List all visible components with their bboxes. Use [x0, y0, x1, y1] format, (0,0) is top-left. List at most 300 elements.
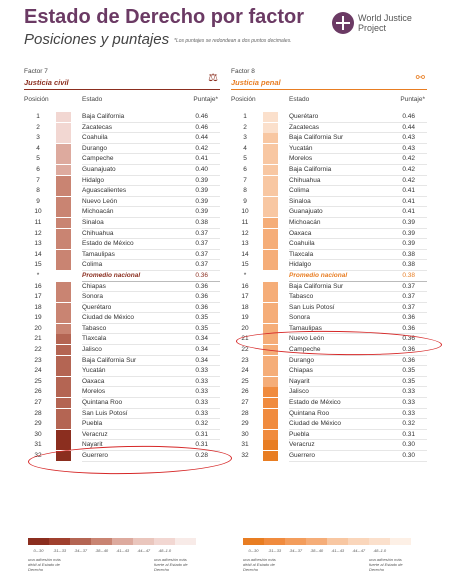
rank-position: 4	[243, 144, 247, 152]
state-name: Tabasco	[289, 293, 314, 301]
score-value: 0.34	[195, 335, 208, 343]
score-value: 0.46	[195, 113, 208, 120]
factor-name: Justicia penal	[231, 78, 281, 87]
state-name: Aguascalientes	[82, 187, 127, 195]
ranking-list	[24, 112, 220, 462]
legend-swatch	[91, 538, 112, 545]
table-row	[231, 451, 427, 462]
state-name: Quintana Roo	[82, 399, 123, 407]
score-value: 0.43	[402, 134, 415, 142]
legend-swatch	[264, 538, 285, 545]
state-name: Nuevo León	[82, 197, 118, 205]
score-swatch	[263, 144, 278, 154]
rank-position: 6	[243, 165, 247, 173]
score-value: 0.38	[195, 218, 208, 226]
score-value: 0.37	[195, 229, 208, 237]
score-swatch	[56, 356, 71, 366]
rank-position: 18	[34, 303, 42, 311]
state-name: Estado de México	[82, 240, 134, 248]
state-name: Michoacán	[289, 218, 321, 226]
score-value: 0.37	[195, 240, 208, 248]
score-value: 0.30	[402, 441, 415, 449]
rank-position: 2	[36, 123, 40, 131]
table-row	[231, 154, 427, 165]
table-row	[231, 377, 427, 388]
state-name: Ciudad de México	[289, 420, 342, 428]
table-row	[24, 324, 220, 335]
rank-position: 15	[34, 261, 42, 269]
table-row	[231, 207, 427, 218]
state-name: Estado de México	[289, 399, 341, 407]
score-value: 0.37	[402, 293, 415, 301]
state-name: Chiapas	[289, 367, 313, 375]
score-swatch	[56, 334, 71, 344]
score-swatch	[263, 165, 278, 175]
table-row	[231, 430, 427, 441]
score-swatch	[56, 271, 71, 281]
score-value: 0.37	[402, 282, 415, 290]
score-swatch	[56, 207, 71, 217]
rank-position: 7	[243, 176, 247, 184]
score-swatch	[56, 409, 71, 419]
state-name: Hidalgo	[289, 261, 312, 269]
table-row	[231, 165, 427, 176]
score-swatch	[56, 366, 71, 376]
rank-position: 10	[241, 208, 249, 216]
table-row	[231, 303, 427, 314]
score-value: 0.39	[402, 229, 415, 237]
table-row	[24, 154, 220, 165]
score-value: 0.44	[402, 123, 415, 131]
score-swatch	[56, 112, 71, 122]
row-divider	[289, 461, 427, 462]
table-row	[24, 292, 220, 303]
legend-swatch	[175, 538, 196, 545]
state-name: Michoacán	[82, 208, 114, 216]
rank-position: 22	[34, 346, 42, 354]
rank-position: 25	[241, 377, 249, 385]
legend-tick-label: .48–1.0	[372, 548, 387, 553]
table-row	[231, 282, 427, 293]
score-value: 0.37	[402, 303, 415, 311]
score-swatch	[263, 207, 278, 217]
score-value: 0.36	[402, 356, 415, 364]
table-row	[24, 250, 220, 261]
score-value: 0.42	[402, 176, 415, 184]
legend-tick-label: 0–.30	[248, 548, 259, 553]
score-value: 0.28	[195, 452, 208, 459]
table-row	[24, 430, 220, 441]
score-value: 0.35	[195, 314, 208, 322]
score-swatch	[263, 186, 278, 196]
table-row	[24, 366, 220, 377]
rank-position: 21	[34, 335, 42, 343]
score-swatch	[263, 260, 278, 270]
state-name: Campeche	[82, 155, 114, 163]
score-value: 0.46	[195, 123, 208, 131]
score-swatch	[263, 303, 278, 313]
state-name: Baja California Sur	[82, 356, 137, 364]
score-value: 0.36	[195, 293, 208, 301]
score-value: 0.36	[195, 282, 208, 290]
score-value: 0.36	[402, 324, 415, 332]
score-swatch	[263, 440, 278, 450]
table-row	[231, 218, 427, 229]
table-row	[24, 345, 220, 356]
rank-position: 25	[34, 377, 42, 385]
legend-swatch	[390, 538, 411, 545]
table-row	[231, 366, 427, 377]
table-row	[24, 144, 220, 155]
rank-position: 29	[34, 420, 42, 428]
table-row	[231, 186, 427, 197]
state-name: Sonora	[289, 314, 310, 322]
state-name: Morelos	[82, 388, 106, 396]
rank-position: 9	[243, 197, 247, 205]
state-name: Promedio nacional	[82, 271, 141, 279]
rank-position: 26	[241, 388, 249, 396]
score-value: 0.38	[402, 261, 415, 269]
table-row	[24, 260, 220, 271]
legend-tick-label: .38–.40	[309, 548, 324, 553]
score-value: 0.35	[402, 377, 415, 385]
score-value: 0.31	[195, 430, 208, 438]
legend-tick-label: .44–.47	[351, 548, 366, 553]
score-swatch	[56, 387, 71, 397]
rank-position: *	[243, 271, 247, 279]
legend-tick-label: .41–.43	[330, 548, 345, 553]
state-name: Baja California Sur	[289, 282, 344, 290]
score-value: 0.39	[195, 187, 208, 195]
table-row	[24, 282, 220, 293]
score-value: 0.39	[402, 218, 415, 226]
rank-position: 20	[34, 324, 42, 332]
state-name: Coahuila	[82, 134, 108, 142]
score-swatch	[56, 377, 71, 387]
score-swatch	[56, 345, 71, 355]
rank-position: 13	[34, 240, 42, 248]
score-swatch	[56, 197, 71, 207]
rank-position: 23	[241, 356, 249, 364]
national-average-row	[231, 271, 427, 282]
score-value: 0.32	[402, 420, 415, 428]
rank-position: 28	[34, 409, 42, 417]
score-value: 0.33	[195, 388, 208, 396]
table-row	[231, 313, 427, 324]
score-value: 0.36	[402, 314, 415, 322]
score-swatch	[263, 271, 278, 281]
state-name: Tamaulipas	[82, 250, 115, 258]
legend-swatch	[154, 538, 175, 545]
wjp-logo	[332, 10, 442, 38]
state-name: Tabasco	[82, 324, 107, 332]
score-swatch	[56, 419, 71, 429]
table-row	[231, 176, 427, 187]
rounding-note: *Los puntajes se redondean a dos puntos decimales.	[174, 38, 292, 44]
score-value: 0.41	[402, 187, 415, 195]
score-value: 0.43	[402, 144, 415, 152]
state-name: Tlaxcala	[82, 335, 107, 343]
legend-swatch	[70, 538, 91, 545]
column-header-position: Posición	[24, 96, 49, 103]
state-name: Baja California Sur	[289, 134, 344, 142]
column-header-state: Estado	[82, 96, 103, 103]
score-value: 0.33	[402, 399, 415, 407]
factor-divider	[24, 89, 220, 90]
score-swatch	[56, 282, 71, 292]
state-name: Baja California	[289, 165, 332, 173]
state-name: Jalisco	[82, 346, 102, 354]
panel-justicia-penal	[231, 68, 427, 528]
legend-tick-label: .44–.47	[136, 548, 151, 553]
column-header-state: Estado	[289, 96, 310, 103]
score-value: 0.33	[195, 377, 208, 385]
rank-position: 1	[36, 113, 40, 120]
table-row	[231, 250, 427, 261]
score-swatch	[263, 409, 278, 419]
rank-position: 18	[241, 303, 249, 311]
state-name: Zacatecas	[82, 123, 112, 131]
score-swatch	[56, 398, 71, 408]
score-swatch	[263, 430, 278, 440]
state-name: Chiapas	[82, 282, 106, 290]
table-row	[231, 440, 427, 451]
score-value: 0.39	[195, 176, 208, 184]
rank-position: 17	[241, 293, 249, 301]
rank-position: 14	[34, 250, 42, 258]
table-row	[24, 409, 220, 420]
rank-position: 24	[34, 367, 42, 375]
table-row	[24, 112, 220, 123]
score-swatch	[56, 229, 71, 239]
score-swatch	[56, 250, 71, 260]
score-swatch	[263, 239, 278, 249]
table-row	[231, 229, 427, 240]
column-header-position: Posición	[231, 96, 256, 103]
score-swatch	[263, 366, 278, 376]
rank-position: 3	[36, 134, 40, 142]
rank-position: 16	[241, 282, 249, 290]
table-row	[24, 229, 220, 240]
score-swatch	[263, 250, 278, 260]
rank-position: 28	[241, 409, 249, 417]
score-value: 0.42	[402, 165, 415, 173]
rank-position: 3	[243, 134, 247, 142]
score-value: 0.38	[402, 271, 415, 279]
score-swatch	[56, 218, 71, 228]
score-swatch	[56, 186, 71, 196]
legend-swatch	[28, 538, 49, 545]
score-value: 0.42	[195, 144, 208, 152]
legend-swatch	[369, 538, 390, 545]
table-row	[231, 133, 427, 144]
rank-position: 2	[243, 123, 247, 131]
rank-position: 24	[241, 367, 249, 375]
score-value: 0.34	[195, 346, 208, 354]
score-value: 0.36	[195, 303, 208, 311]
score-swatch	[56, 133, 71, 143]
score-value: 0.37	[195, 250, 208, 258]
state-name: Veracruz	[289, 441, 315, 449]
rank-position: 8	[243, 187, 247, 195]
legend-tick-label: .41–.43	[115, 548, 130, 553]
state-name: Yucatán	[82, 367, 106, 375]
rank-position: 20	[241, 324, 249, 332]
score-swatch	[56, 292, 71, 302]
table-row	[231, 398, 427, 409]
score-value: 0.39	[402, 240, 415, 248]
score-value: 0.42	[402, 155, 415, 163]
rank-position: 19	[241, 314, 249, 322]
state-name: Jalisco	[289, 388, 309, 396]
score-value: 0.36	[195, 271, 208, 279]
state-name: Hidalgo	[82, 176, 105, 184]
score-value: 0.33	[402, 409, 415, 417]
globe-icon	[332, 12, 354, 34]
state-name: Veracruz	[82, 430, 108, 438]
legend-caption-low: una adhesión más débil al Estado de Derecho	[243, 557, 276, 572]
state-name: Zacatecas	[289, 123, 319, 131]
rank-position: 10	[34, 208, 42, 216]
factor-divider	[231, 89, 427, 90]
table-row	[231, 387, 427, 398]
score-value: 0.44	[195, 134, 208, 142]
table-row	[24, 186, 220, 197]
table-row	[24, 387, 220, 398]
score-swatch	[56, 123, 71, 133]
ranking-list	[231, 112, 427, 462]
rank-position: 1	[243, 113, 247, 120]
state-name: Yucatán	[289, 144, 313, 152]
score-swatch	[56, 303, 71, 313]
score-swatch	[56, 165, 71, 175]
table-row	[24, 218, 220, 229]
score-swatch	[263, 292, 278, 302]
score-swatch	[56, 260, 71, 270]
rank-position: 15	[241, 261, 249, 269]
score-value: 0.41	[195, 155, 208, 163]
table-row	[24, 197, 220, 208]
score-value: 0.40	[195, 165, 208, 173]
rank-position: 11	[34, 218, 42, 226]
score-swatch	[263, 451, 278, 461]
rank-position: 19	[34, 314, 42, 322]
rank-position: 4	[36, 144, 40, 152]
table-row	[24, 356, 220, 367]
score-value: 0.34	[195, 356, 208, 364]
factor-number: Factor 8	[231, 68, 255, 75]
state-name: Sinaloa	[82, 218, 104, 226]
legend-swatch	[306, 538, 327, 545]
score-swatch	[263, 112, 278, 122]
state-name: Chihuahua	[82, 229, 114, 237]
state-name: Guanajuato	[82, 165, 116, 173]
rank-position: 8	[36, 187, 40, 195]
score-value: 0.33	[195, 367, 208, 375]
table-row	[231, 123, 427, 134]
rank-position: 16	[34, 282, 42, 290]
table-row	[24, 313, 220, 324]
rank-position: 14	[241, 250, 249, 258]
rank-position: 11	[241, 218, 249, 226]
state-name: Querétaro	[82, 303, 112, 311]
score-value: 0.39	[195, 197, 208, 205]
rank-position: 27	[241, 399, 249, 407]
table-row	[24, 133, 220, 144]
rank-position: 6	[36, 165, 40, 173]
logo-text-line1: World Justice	[358, 13, 412, 23]
score-swatch	[263, 197, 278, 207]
rank-position: 32	[34, 452, 42, 459]
state-name: Ciudad de México	[82, 314, 135, 322]
legend-swatch	[285, 538, 306, 545]
rank-position: 26	[34, 388, 42, 396]
handcuffs-icon: ⚯	[415, 72, 425, 84]
rank-position: 5	[36, 155, 40, 163]
table-row	[24, 239, 220, 250]
table-row	[231, 144, 427, 155]
state-name: Sonora	[82, 293, 103, 301]
table-row	[231, 197, 427, 208]
rank-position: 30	[34, 430, 42, 438]
rank-position: 9	[36, 197, 40, 205]
score-swatch	[263, 387, 278, 397]
state-name: Guerrero	[82, 452, 109, 459]
score-swatch	[56, 313, 71, 323]
state-name: Guanajuato	[289, 208, 323, 216]
score-value: 0.33	[195, 409, 208, 417]
table-row	[24, 123, 220, 134]
state-name: Durango	[289, 356, 314, 364]
rank-position: 7	[36, 176, 40, 184]
rank-position: 5	[243, 155, 247, 163]
score-swatch	[263, 176, 278, 186]
table-row	[24, 398, 220, 409]
score-value: 0.33	[195, 399, 208, 407]
state-name: Oaxaca	[82, 377, 105, 385]
table-row	[24, 377, 220, 388]
score-swatch	[56, 430, 71, 440]
score-value: 0.41	[402, 208, 415, 216]
table-row	[24, 165, 220, 176]
legend-caption-high: una adhesión más fuerte al Estado de Derecho	[154, 557, 188, 572]
legend-swatch	[243, 538, 264, 545]
state-name: Sinaloa	[289, 197, 311, 205]
score-swatch	[56, 176, 71, 186]
score-swatch	[263, 154, 278, 164]
table-row	[24, 303, 220, 314]
state-name: Baja California	[82, 113, 125, 120]
state-name: Querétaro	[289, 113, 319, 120]
state-name: Coahuila	[289, 240, 315, 248]
rank-position: 31	[241, 441, 249, 449]
legend-tick-label: .38–.40	[94, 548, 109, 553]
state-name: Oaxaca	[289, 229, 312, 237]
scales-icon: ⚖	[208, 72, 218, 84]
rank-position: 22	[241, 346, 249, 354]
rank-position: 23	[34, 356, 42, 364]
legend-tick-label: .31–.33	[52, 548, 67, 553]
score-swatch	[263, 377, 278, 387]
rank-position: 12	[241, 229, 249, 237]
score-swatch	[263, 133, 278, 143]
legend-caption-high: una adhesión más fuerte al Estado de Derecho	[369, 557, 403, 572]
rank-position: 31	[34, 441, 42, 449]
page-title: Estado de Derecho por factor	[24, 6, 305, 28]
table-row	[231, 292, 427, 303]
state-name: Durango	[82, 144, 107, 152]
legend-swatch	[133, 538, 154, 545]
